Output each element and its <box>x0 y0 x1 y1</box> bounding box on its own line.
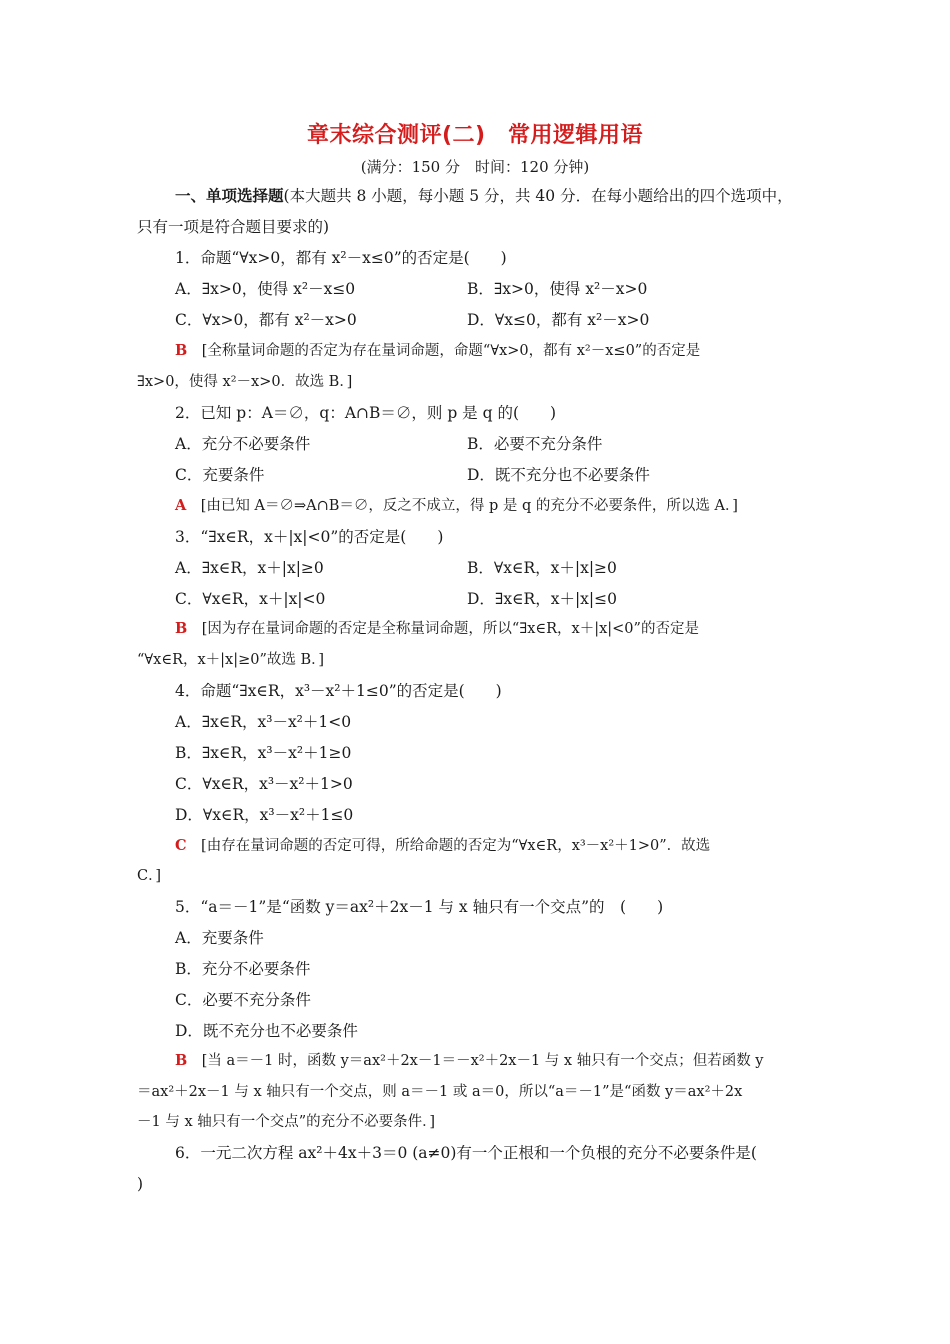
q4-explanation-cont: C．] <box>137 868 162 884</box>
q2-explanation: [由已知 A＝∅⇒A∩B＝∅，反之不成立，得 p 是 q 的充分不必要条件，所以选 A．] <box>200 498 738 514</box>
q3-answer-line <box>175 619 699 639</box>
q5-option-a: A．充要条件 <box>175 929 264 947</box>
q2-answer-key: A <box>175 497 187 514</box>
q1-answer-key: B <box>175 342 188 359</box>
q5-explanation-cont-1: ＝ax²＋2x－1 与 x 轴只有一个交点，则 a＝－1 或 a＝0，所以“a＝－1”是“函数 y＝ax²＋2x <box>137 1084 743 1100</box>
q2-option-b: B．必要不充分条件 <box>467 435 603 453</box>
q5-option-c: C．必要不充分条件 <box>175 991 311 1009</box>
section-heading-line <box>175 186 793 206</box>
q5-answer-line <box>175 1051 764 1071</box>
q4-explanation: [由存在量词命题的否定可得，所给命题的否定为“∀x∈R，x³－x²＋1>0”．故选 <box>201 838 711 854</box>
page-title: 章末综合测评(二) 常用逻辑用语 <box>306 123 644 148</box>
q3-explanation-cont: “∀x∈R，x＋|x|≥0”故选 B．] <box>137 652 325 668</box>
q3-stem: 3．“∃x∈R，x＋|x|<0”的否定是( ) <box>175 528 444 546</box>
q2-stem: 2．已知 p：A＝∅，q：A∩B＝∅，则 p 是 q 的( ) <box>175 404 557 422</box>
q3-option-c: C．∀x∈R，x＋|x|<0 <box>175 590 326 608</box>
q3-option-a: A．∃x∈R，x＋|x|≥0 <box>175 559 324 577</box>
q1-option-b: B．∃x>0，使得 x²－x>0 <box>467 280 648 298</box>
q2-option-d: D．既不充分也不必要条件 <box>467 466 650 484</box>
q3-option-b: B．∀x∈R，x＋|x|≥0 <box>467 559 617 577</box>
q5-option-d: D．既不充分也不必要条件 <box>175 1022 358 1040</box>
q5-explanation-cont-2: －1 与 x 轴只有一个交点”的充分不必要条件．] <box>137 1114 436 1130</box>
q2-answer-line <box>175 496 738 516</box>
q3-explanation: [因为存在量词命题的否定是全称量词命题，所以“∃x∈R，x＋|x|<0”的否定是 <box>201 621 699 637</box>
q2-option-c: C．充要条件 <box>175 466 265 484</box>
q1-answer-line <box>175 341 700 361</box>
q5-explanation: [当 a＝－1 时，函数 y＝ax²＋2x－1＝－x²＋2x－1 与 x 轴只有一个交点；但若函数 y <box>201 1053 764 1069</box>
section-desc-cont: 只有一项是符合题目要求的) <box>137 218 330 236</box>
q2-option-a: A．充分不必要条件 <box>175 435 311 453</box>
q3-answer-key: B <box>175 620 188 637</box>
q1-explanation: [全称量词命题的否定为存在量词命题，命题“∀x>0，都有 x²－x≤0”的否定是 <box>201 343 701 359</box>
q1-stem: 1．命题“∀x>0，都有 x²－x≤0”的否定是( ) <box>175 249 507 267</box>
q1-option-d: D．∀x≤0，都有 x²－x>0 <box>467 311 650 329</box>
q5-answer-key: B <box>175 1052 188 1069</box>
q1-option-c: C．∀x>0，都有 x²－x>0 <box>175 311 357 329</box>
q1-option-a: A．∃x>0，使得 x²－x≤0 <box>175 280 356 298</box>
q4-option-b: B．∃x∈R，x³－x²＋1≥0 <box>175 744 352 762</box>
q4-stem: 4．命题“∃x∈R，x³－x²＋1≤0”的否定是( ) <box>175 682 502 700</box>
q4-answer-line <box>175 836 710 856</box>
q3-option-d: D．∃x∈R，x＋|x|≤0 <box>467 590 617 608</box>
q6-stem-cont: ) <box>137 1175 144 1193</box>
section-heading: 一、单项选择题 <box>175 186 284 205</box>
section-desc: (本大题共 8 小题，每小题 5 分，共 40 分．在每小题给出的四个选项中， <box>283 187 793 205</box>
q1-explanation-cont: ∃x>0，使得 x²－x>0．故选 B．] <box>137 374 353 390</box>
q4-answer-key: C <box>175 837 187 854</box>
q5-stem: 5．“a＝－1”是“函数 y＝ax²＋2x－1 与 x 轴只有一个交点”的 ( ) <box>175 898 664 916</box>
q6-stem: 6．一元二次方程 ax²＋4x＋3＝0 (a≠0)有一个正根和一个负根的充分不必要条件是( <box>175 1144 757 1162</box>
q4-option-a: A．∃x∈R，x³－x²＋1<0 <box>175 713 352 731</box>
page-subtitle: (满分：150 分 时间：120 分钟) <box>360 158 590 176</box>
q4-option-d: D．∀x∈R，x³－x²＋1≤0 <box>175 806 354 824</box>
q4-option-c: C．∀x∈R，x³－x²＋1>0 <box>175 775 353 793</box>
q5-option-b: B．充分不必要条件 <box>175 960 311 978</box>
